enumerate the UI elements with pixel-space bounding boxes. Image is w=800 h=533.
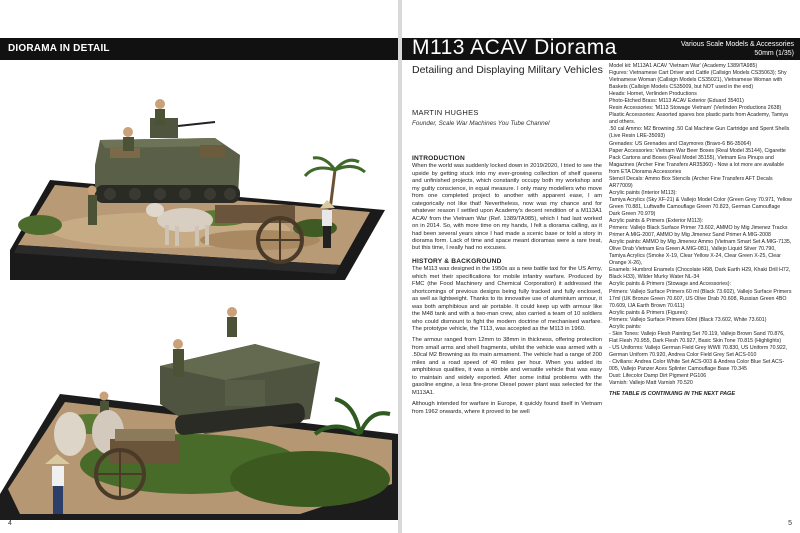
history-paragraph-2: The armour ranged from 12mm to 38mm in thickness, offering protection from small arms and shell fragments, whilst the vehicle was armed with a .50cal M2 Browning as its main armament. The vehicle had a range of 200 miles and a road speed of 40 miles per hour. When you added its amphibious qualities, it was a nimble and versatile vehicle that was easy to maintain and widely exported. After some initial problems with the gasoline engine, a less fire-prone Diesel power plant was selected for the M113A1. — [412, 337, 602, 396]
materials-row: Figures: Vietnamese Cart Driver and Cattle (Callsign Models CS35063); Shy Vietnamese Woman (Callsign Models CS35021), Vietnamese Woman with Baskets (Callsign Models CS35009, but NOT used in the end) — [609, 70, 787, 91]
materials-row: Acrylic paints & Primers (Stowage and Accessories): — [609, 281, 731, 288]
materials-row: Model kit: M113A1 ACAV 'Vietnam War' (Academy 1389/TA985) — [609, 63, 758, 69]
materials-row: Varnish: Vallejo Matt Varnish 70.520 — [609, 380, 693, 387]
author-role: Founder, Scale War Machines You Tube Channel — [412, 120, 550, 127]
materials-row: Resin Accessories: 'M113 Stowage Vietnam' (Verlinden Productions 2638) — [609, 105, 782, 112]
materials-row: - US Uniforms: Vallejo German Field Grey WWII 70.830, US Uniform 70.922, German Uniform 70.920, Andrea Color Field Grey Set ACS-010 — [609, 344, 788, 358]
materials-row: Stencil Decals: Ammo Box Stencils (Archer Fine Transfers AFT Decals AR77009) — [609, 175, 773, 189]
materials-row: .50 cal Ammo: M2 Browning .50 Cal Machine Gun Cartridge and Spent Shells (Live Resin LRE-35093) — [609, 126, 790, 140]
materials-row: Plastic Accessories: Assorted spares box plastic parts from Academy, Tamiya and others. — [609, 112, 788, 126]
section-label: DIORAMA IN DETAIL — [8, 43, 110, 54]
materials-row: Acrylic paints & Primers (Exterior M113): — [609, 218, 704, 225]
materials-row: Acrylic paints: AMMO by Mig Jimenez Ammo (Vietnam Smart Set A.MIG-7135, Olive Drab Vietnam Era Green A.MIG-081), Vallejo Liquid Silver 70.790, Tamiya Acrylics (Smoke X-19, Clear Yellow X-24, Clear Green X-25, Clear Orange X-26), — [609, 239, 792, 267]
series-line-2: 50mm (1/35) — [754, 50, 794, 57]
page-number-right: 5 — [788, 520, 792, 527]
history-paragraph-1: The M113 was designed in the 1950s as a new battle taxi for the US Army, which met their specifications for mobile infantry warfare. Produced by FMC (the Food Machinery and Chemical Corporation) it addressed the shortcomings of previous designs being fully tracked and fully enclosed, as well as lightweight. Thanks to its innovative use of aluminium armour, it was both amphibious and air portable. It could keep up with armour like the M48 tank and with a two-man crew, also carried a team of 10 soldiers who could dismount to fight the modern doctrine of mechanised warfare. The prototype vehicle, the T113, was accepted as the M113 in 1960. — [412, 266, 602, 332]
diorama-photo-bottom — [0, 284, 398, 520]
history-paragraph-3: Although intended for warfare in Europe, it quickly found itself in Vietnam from 1962 onwards, where it proved to be well — [412, 401, 602, 415]
article-body — [412, 155, 602, 420]
materials-row: Primers: Vallejo Black Surface Primer 73.602, AMMO by Mig Jimenez Tracks Primer A.MIG-2007, AMMO by Mig Jimenez Sand Primer A.MIG-2008 — [609, 225, 788, 239]
materials-row: - Civilians: Andrea Color White Set ACS-003 & Andrea Color Blue Set ACS-005, Vallejo Panzer Aces Splinter Camouflage Base 70.345 — [609, 358, 785, 373]
materials-row: Acrylic paints (Interior M113): — [609, 189, 677, 196]
left-page — [0, 0, 398, 533]
article-subtitle: Detailing and Displaying Military Vehicles — [412, 64, 603, 76]
author-name: MARTIN HUGHES — [412, 108, 479, 117]
series-line-1: Various Scale Models & Accessories — [680, 41, 794, 48]
materials-row: Tamiya Acrylics (Sky XF-21) & Vallejo Model Color (Green Grey 70.971, Yellow Green 70.881, Luftwaffe Camouflage Green 70.823, German Camouflage Dark Green 70.979) — [609, 196, 792, 217]
table-continued-note: THE TABLE IS CONTINUING IN THE NEXT PAGE — [609, 391, 735, 398]
materials-row: Paper Accessories: Vietnam War Beer Boxes (Real Model 35144), Cigarette Pack Cartons and Boxes (Real Model 35155), Vietnam Era Pinups and Magazines (Archer Fine Transfers AR35360) - Now a lot more are available from ETA Diorama Accessories — [609, 147, 786, 175]
materials-list — [609, 63, 792, 398]
materials-row: Enamels: Humbrol Enamels (Chocolate H98, Dark Earth H29, Khaki Drill H72, Black H33), Wilder Murky Water NL-34 — [609, 267, 791, 281]
right-page — [402, 0, 800, 533]
materials-row: Grenades: US Grenades and Claymores (Bravo-6 B6-35064) — [609, 140, 752, 147]
materials-row: Heads: Hornet, Verlinden Productions — [609, 91, 697, 98]
materials-row: Primers: Vallejo Surface Primers 60 ml (Black 73.602), Vallejo Surface Primers 17ml (UK Bronze Green 70.607, US Olive Drab 70.608, Russian Green 4BO 70.609, IJA Earth Brown 70.611) — [609, 288, 792, 309]
intro-heading: INTRODUCTION — [412, 155, 465, 162]
intro-paragraph: When the world was suddenly locked down in 2019/2020, I tried to see the upside by getting stuck into my ever-growing collection of shelf queens and unfinished projects, which constantly occupy both my workshop and my guilty conscience, in equal measure. I only many modellers who move from one completed project to another with apparent ease, I am categorically not like that! Nevertheless, now was my chance and for whatever reason I settled upon Academy's decent rendition of a M113A1 ACAV from the Vietnam War (Ref. 1389/TA985), which I had last worked on in 2014. So, with more time on my hands, I felt a diorama calling, as it had been several years since I had made a scenic base or told a story in diorama form. Lack of time and space meant dioramas were a rare treat, but this time, I really had no excuses. — [412, 163, 602, 252]
materials-row: Acrylic paints: — [609, 323, 642, 330]
materials-row: Primers: Vallejo Surface Primers 60ml (Black 73.602, White 73.601) — [609, 316, 767, 323]
materials-row: Dust: Lifecolor Damp Dirt Pigment PG106 — [609, 373, 707, 380]
article-title: M113 ACAV Diorama — [412, 36, 617, 59]
series-info — [681, 40, 794, 58]
page-number-left: 4 — [8, 520, 12, 527]
diorama-photo-top — [0, 60, 398, 280]
materials-row: Photo-Etched Brass: M113 ACAV Exterior (Eduard 35401) — [609, 98, 744, 105]
materials-row: Acrylic paints & Primers (Figures): — [609, 309, 689, 316]
materials-row: - Skin Tones: Vallejo Flesh Painting Set 70.119, Vallejo Brown Sand 70.876, Flat Flesh 70.955, Dark Flesh 70.927, Basic Skin Tone 70.815 (Highlights) — [609, 330, 785, 344]
history-heading: HISTORY & BACKGROUND — [412, 257, 502, 265]
